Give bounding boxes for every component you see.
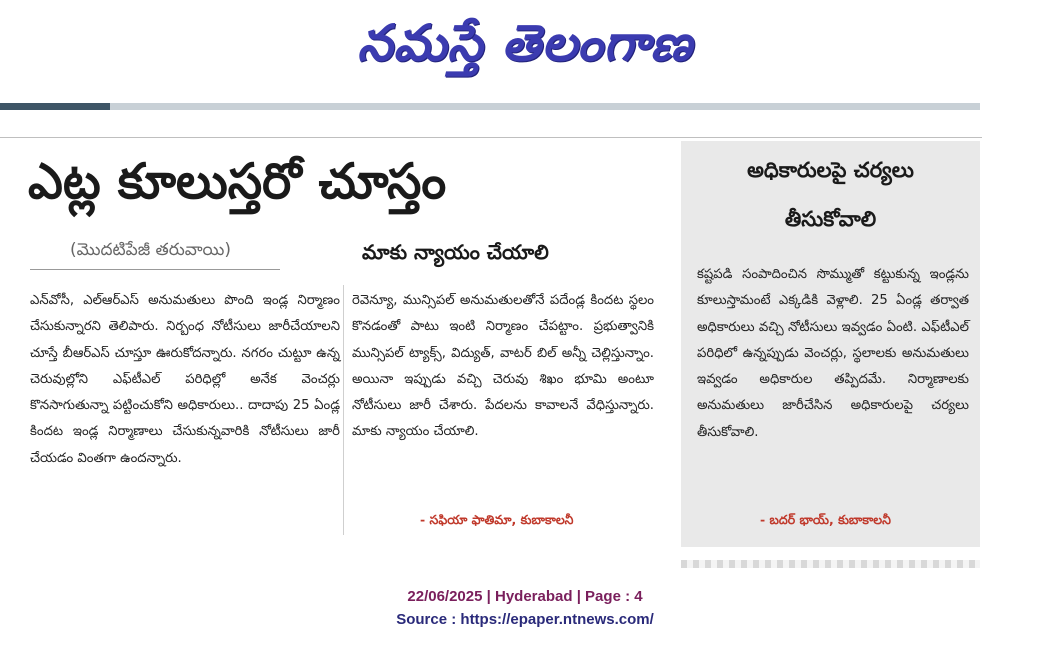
continued-underline bbox=[30, 269, 280, 270]
article-column-2: రెవెన్యూ, మున్సిపల్ అనుమతులతోనే పదేండ్ల కిందట స్థలం కొనడంతో పాటు ఇంటి నిర్మాణం చేపట్టాం. ప్రభుత్వానికి మున్సిపల్ ట్యాక్స్, విద్యుత్, వాటర్ బిల్ అన్నీ చెల్లిస్తున్నాం. అయినా ఇప్పుడు వచ్చి చెరువు శిఖం భూమి అంటూ నోటీసులు జారీ చేశారు. పేదలను కావాలనే వేధిస్తున్నారు. మాకు న్యాయం చేయాలి. bbox=[352, 293, 654, 440]
footer-source-link[interactable]: Source : https://epaper.ntnews.com/ bbox=[396, 611, 654, 628]
article-headline: ఎట్ల కూలుస్తరో చూస్తం bbox=[28, 153, 447, 210]
column-2-byline: - సఫియా ఫాతిమా, కుబాకాలనీ bbox=[420, 512, 574, 527]
column-divider bbox=[343, 285, 344, 535]
masthead-rule-dark bbox=[0, 103, 110, 110]
masthead-rule-light bbox=[110, 103, 980, 110]
footer-date-edition: 22/06/2025 | Hyderabad | Page : 4 bbox=[407, 588, 643, 605]
newspaper-logo: నమస్తే తెలంగాణ bbox=[357, 14, 693, 72]
sidebar-title-line-1: అధికారులపై చర్యలు bbox=[747, 158, 914, 182]
clipping-top-border bbox=[0, 137, 982, 138]
sidebar-byline: - బదర్ భాయ్, కుబాకాలనీ bbox=[760, 512, 891, 527]
clipping-cut-edge bbox=[681, 560, 980, 568]
article-column-1: ఎన్‌వోసీ, ఎల్‌ఆర్‌ఎస్ అనుమతులు పొంది ఇండ్ల నిర్మాణం చేసుకున్నారని తెలిపారు. నిర్బంధ నోటీసులు జారీచేయాలని చూస్తే బీఆర్‌ఎస్ చూస్తూ ఊరుకోదన్నారు. నగరం చుట్టూ ఉన్న చెరువుల్లోని ఎఫ్‌టీఎల్ పరిధిల్లో అనేక వెంచర్లు కొనసాగుతున్నా పట్టించుకోని అధికారులు.. దాదాపు 25 ఏండ్ల కిందట ఇండ్ల నిర్మాణాలు చేసుకున్నవారికి నోటీసులు జారీ చేయడం వింతగా ఉందన్నారు. bbox=[30, 293, 340, 466]
masthead bbox=[0, 0, 1050, 100]
sidebar-title-line-2: తీసుకోవాలి bbox=[784, 207, 877, 231]
article-subhead: మాకు న్యాయం చేయాలి bbox=[362, 240, 549, 264]
sidebar-body: కష్టపడి సంపాదించిన సొమ్ముతో కట్టుకున్న ఇండ్లను కూలుస్తామంటే ఎక్కడికి వెళ్లాలి. 25 ఏండ్ల తర్వాత అధికారులు వచ్చి నోటీసులు ఇవ్వడం ఏంటి. ఎఫ్‌టీఎల్ పరిధిలో ఉన్నప్పుడు వెంచర్లు, స్థలాలకు అనుమతులు ఇవ్వడం అధికారుల తప్పిదమే. నిర్మాణాలకు అనుమతులు జారీచేసిన అధికారులపై చర్యలు తీసుకోవాలి. bbox=[697, 267, 969, 440]
continued-from-front-page: (మొదటిపేజీ తరువాయి) bbox=[70, 240, 232, 260]
